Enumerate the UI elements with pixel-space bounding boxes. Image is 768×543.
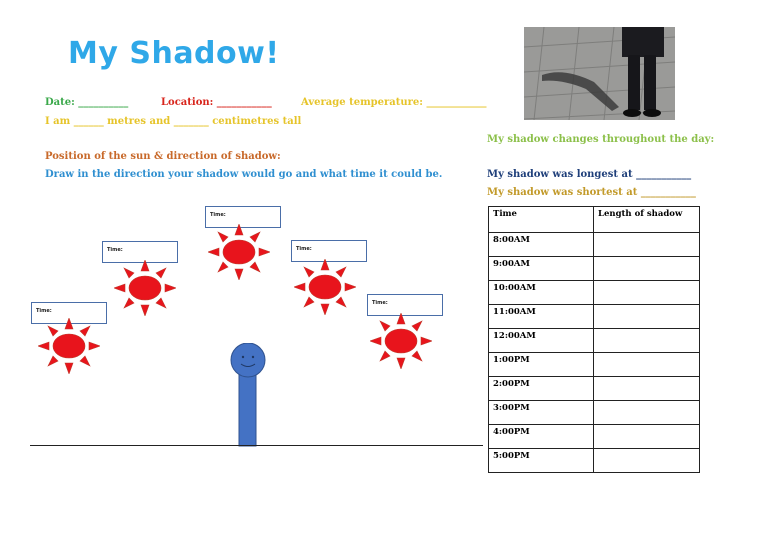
table-row — [489, 329, 700, 353]
table-row — [489, 353, 700, 377]
time-cell: 10:00AM — [489, 281, 594, 305]
page-title: My Shadow! — [68, 36, 280, 71]
time-cell: 9:00AM — [489, 257, 594, 281]
shadow-changes-heading: My shadow changes throughout the day: — [487, 134, 715, 145]
time-box-label: Time: — [210, 212, 226, 218]
time-cell: 2:00PM — [489, 377, 594, 401]
draw-instruction: Draw in the direction your shadow would go and what time it could be. — [45, 169, 443, 180]
length-cell[interactable] — [594, 353, 700, 377]
length-cell[interactable] — [594, 305, 700, 329]
length-cell[interactable] — [594, 281, 700, 305]
length-cell[interactable] — [594, 257, 700, 281]
table-row — [489, 425, 700, 449]
table-row — [489, 281, 700, 305]
shadow-shortest-field[interactable]: My shadow was shortest at ___________ — [487, 187, 696, 198]
time-cell: 8:00AM — [489, 233, 594, 257]
height-field[interactable]: I am ______ metres and _______ centimetres tall — [45, 116, 302, 127]
table-header-length: Length of shadow — [594, 207, 700, 233]
time-box-label: Time: — [372, 300, 388, 306]
date-field[interactable]: Date: __________ — [45, 97, 129, 108]
shadow-length-table — [488, 206, 700, 473]
sun-icon — [38, 318, 100, 374]
sun-icon — [208, 224, 270, 280]
shadow-photo — [524, 27, 675, 120]
table-row — [489, 449, 700, 473]
time-box-label: Time: — [36, 308, 52, 314]
time-box-label: Time: — [107, 247, 123, 253]
time-cell: 12:00AM — [489, 329, 594, 353]
length-cell[interactable] — [594, 401, 700, 425]
position-instruction: Position of the sun & direction of shadow: — [45, 151, 281, 162]
table-header-time: Time — [489, 207, 594, 233]
length-cell[interactable] — [594, 449, 700, 473]
table-row — [489, 257, 700, 281]
time-cell: 5:00PM — [489, 449, 594, 473]
ground-line — [30, 445, 483, 446]
avg-temperature-field[interactable]: Average temperature: ____________ — [301, 97, 487, 108]
time-cell: 4:00PM — [489, 425, 594, 449]
time-cell: 11:00AM — [489, 305, 594, 329]
shadow-longest-field[interactable]: My shadow was longest at ___________ — [487, 169, 692, 180]
table-row — [489, 305, 700, 329]
length-cell[interactable] — [594, 377, 700, 401]
sun-icon — [114, 260, 176, 316]
table-row — [489, 233, 700, 257]
stick-figure-icon — [228, 343, 272, 447]
length-cell[interactable] — [594, 425, 700, 449]
table-row — [489, 377, 700, 401]
length-cell[interactable] — [594, 329, 700, 353]
time-cell: 1:00PM — [489, 353, 594, 377]
length-cell[interactable] — [594, 233, 700, 257]
sun-icon — [294, 259, 356, 315]
table-header-row — [489, 207, 700, 233]
time-cell: 3:00PM — [489, 401, 594, 425]
sun-icon — [370, 313, 432, 369]
location-field[interactable]: Location: ___________ — [161, 97, 272, 108]
table-row — [489, 401, 700, 425]
time-box-label: Time: — [296, 246, 312, 252]
